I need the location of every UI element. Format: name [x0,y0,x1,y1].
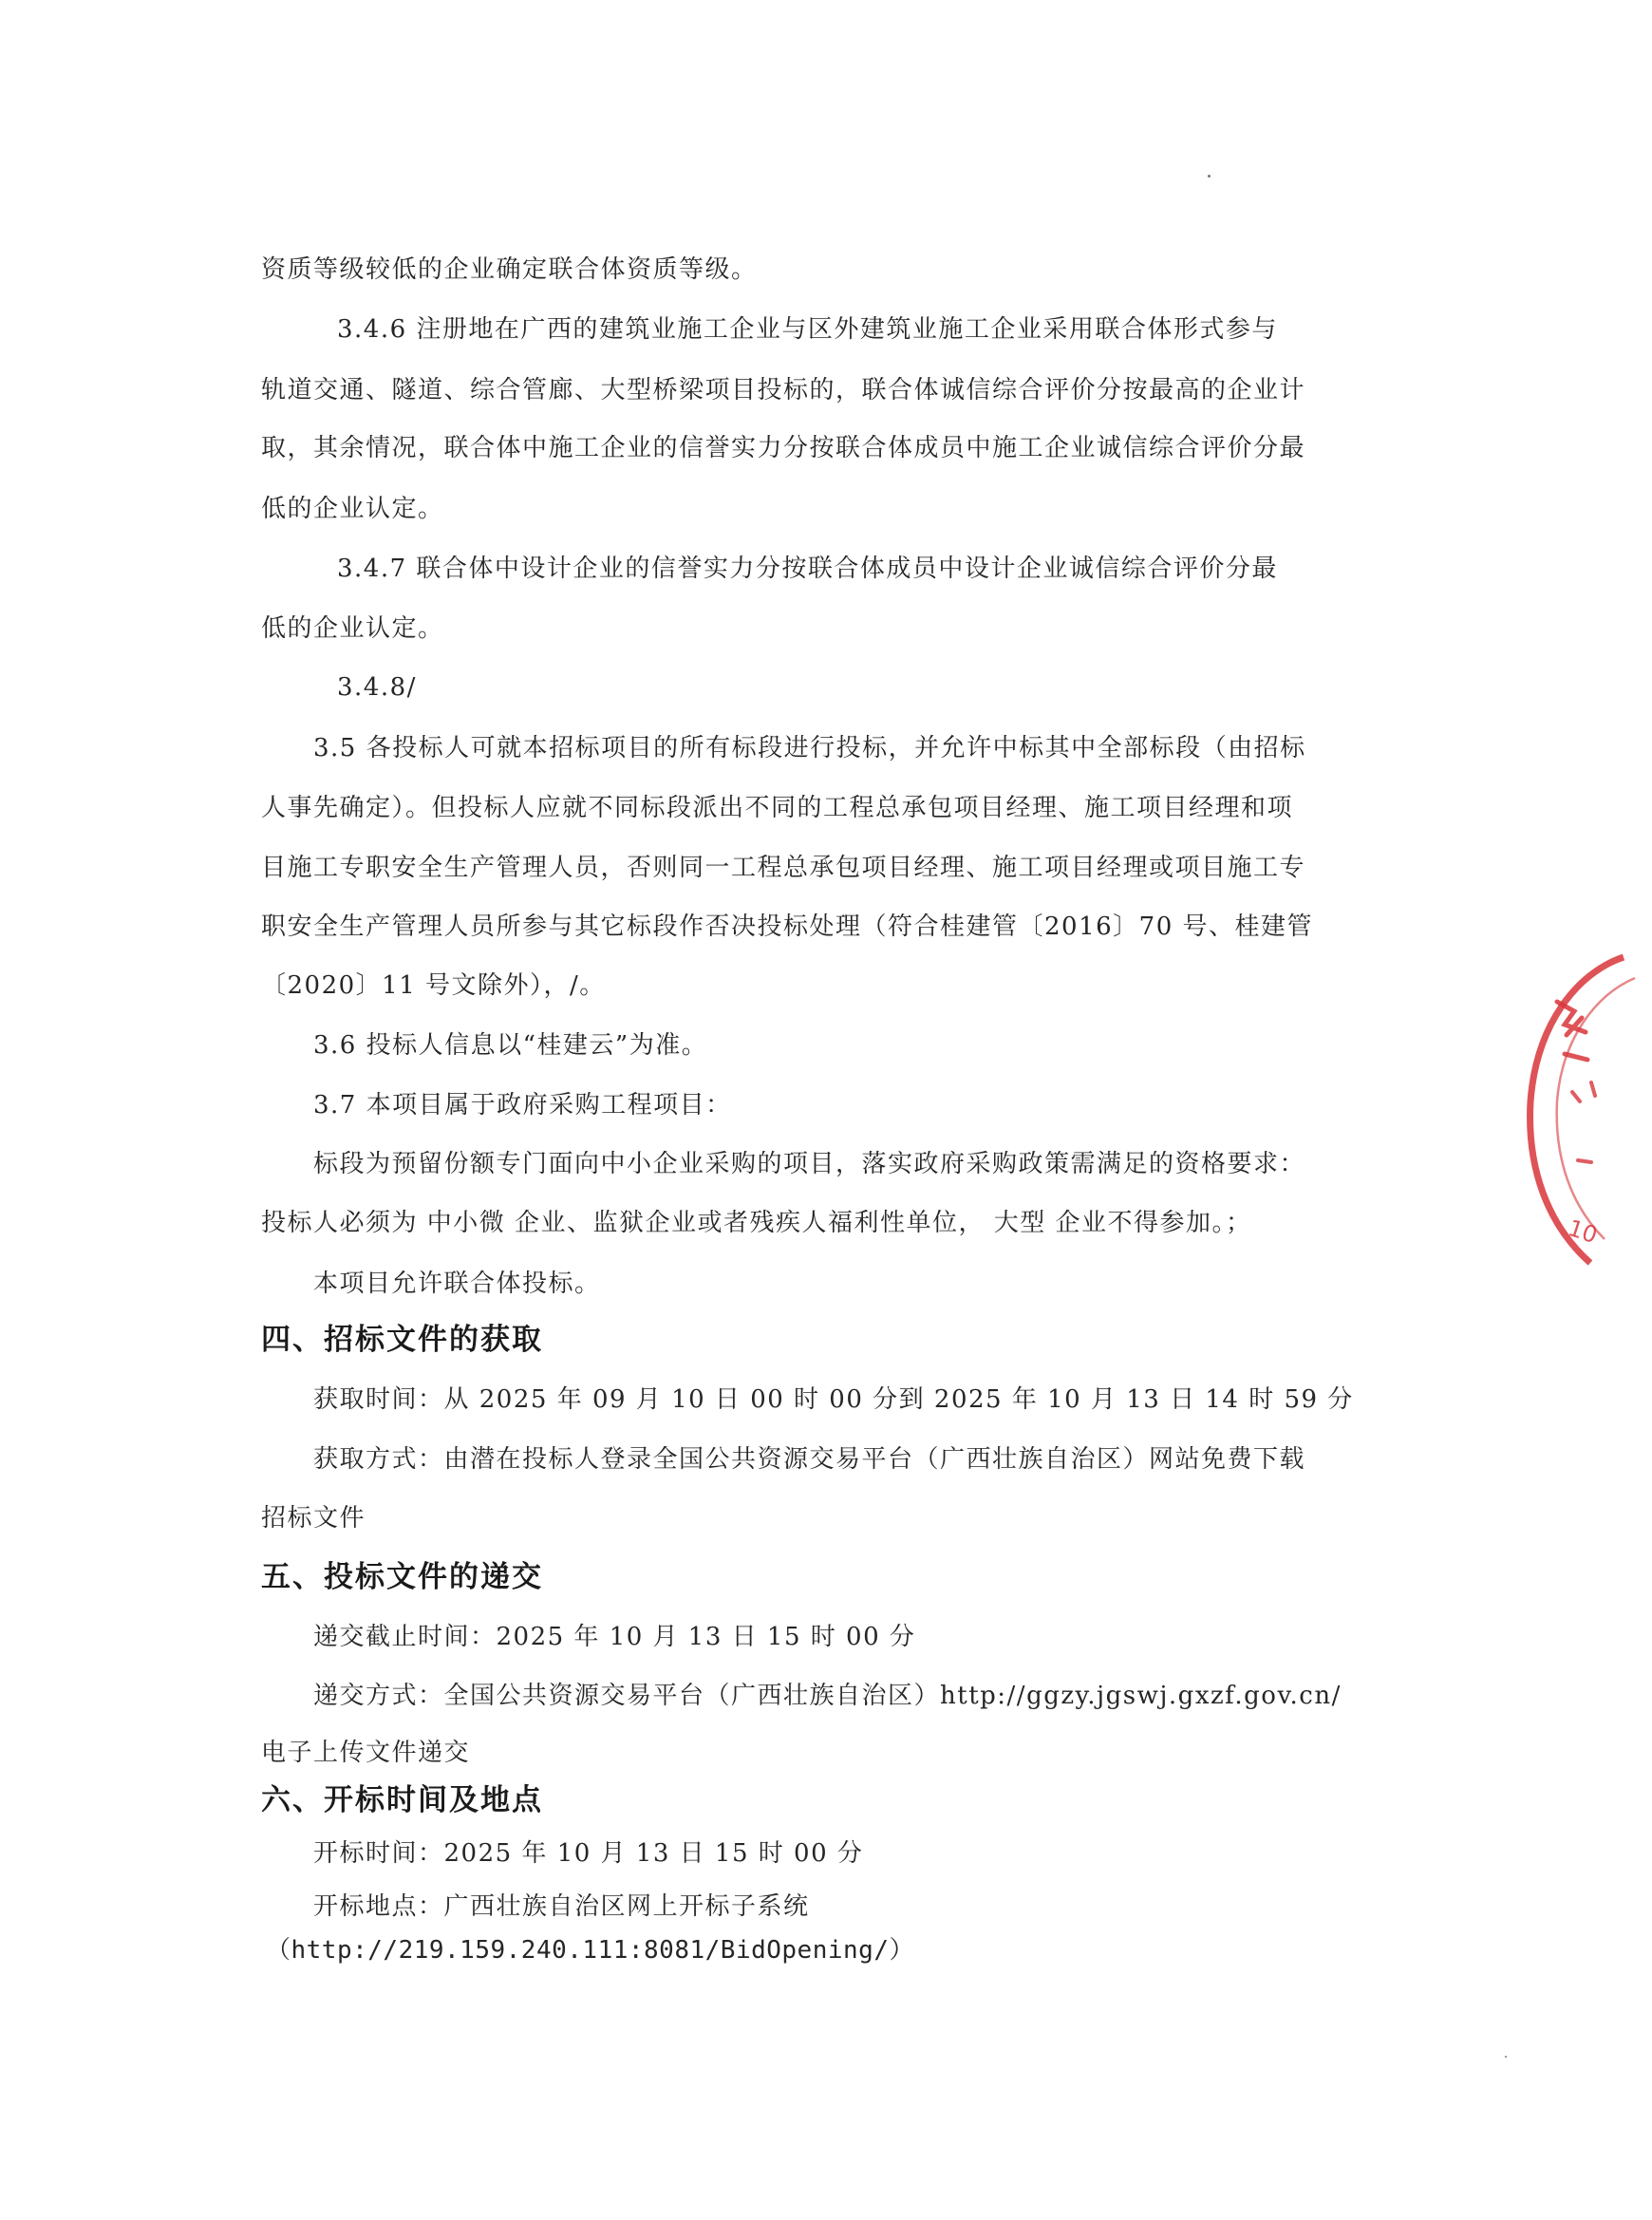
clause-3-4-6-line: 3.4.6 注册地在广西的建筑业施工企业与区外建筑业施工企业采用联合体形式参与 [337,315,1278,344]
official-seal-stamp [1510,950,1652,1272]
clause-3-4-7-line: 3.4.7 联合体中设计企业的信誉实力分按联合体成员中设计企业诚信综合评价分最 [337,555,1278,583]
paragraph-line: 〔2020〕11 号文除外），/。 [261,971,606,1000]
paragraph-line: 资质等级较低的企业确定联合体资质等级。 [261,255,758,284]
submission-deadline: 递交截止时间：2025 年 10 月 13 日 15 时 00 分 [313,1623,916,1651]
paragraph-line: 投标人必须为 中小微 企业、监狱企业或者残疾人福利性单位， 大型 企业不得参加。； [261,1209,1252,1237]
acquisition-time: 获取时间：从 2025 年 09 月 10 日 00 时 00 分到 2025 年 10 月 13 日 14 时 59 分 [313,1385,1354,1414]
paragraph-line: 本项目允许联合体投标。 [313,1270,601,1298]
clause-3-5-line: 3.5 各投标人可就本招标项目的所有标段进行投标，并允许中标其中全部标段（由招标 [313,734,1306,762]
submission-method: 递交方式：全国公共资源交易平台（广西壮族自治区）http://ggzy.jgswj.gxzf.gov.cn/ [313,1682,1342,1710]
paragraph-line: 轨道交通、隧道、综合管廊、大型桥梁项目投标的，联合体诚信综合评价分按最高的企业计 [261,376,1306,404]
opening-url: （http://219.159.240.111:8081/BidOpening/） [266,1936,914,1965]
paragraph-line: 低的企业认定。 [261,495,444,523]
clause-3-7-line: 3.7 本项目属于政府采购工程项目： [313,1091,732,1119]
paragraph-line: 标段为预留份额专门面向中小企业采购的项目，落实政府采购政策需满足的资格要求： [313,1150,1306,1178]
scan-speck [1505,2056,1507,2058]
section-heading-4: 四、招标文件的获取 [261,1323,543,1357]
clause-3-4-8-line: 3.4.8/ [337,673,417,702]
scan-speck [1208,175,1211,178]
opening-time: 开标时间：2025 年 10 月 13 日 15 时 00 分 [313,1839,864,1868]
acquisition-method-cont: 招标文件 [261,1504,366,1533]
paragraph-line: 取，其余情况，联合体中施工企业的信誉实力分按联合体成员中施工企业诚信综合评价分最 [261,434,1306,462]
section-heading-5: 五、投标文件的递交 [261,1560,543,1594]
paragraph-line: 低的企业认定。 [261,614,444,643]
seal-digits: 10 [1565,1214,1601,1250]
opening-place: 开标地点：广西壮族自治区网上开标子系统 [313,1892,810,1921]
submission-method-cont: 电子上传文件递交 [261,1739,471,1767]
paragraph-line: 人事先确定）。但投标人应就不同标段派出不同的工程总承包项目经理、施工项目经理和项 [261,794,1294,822]
acquisition-method: 获取方式：由潜在投标人登录全国公共资源交易平台（广西壮族自治区）网站免费下载 [313,1445,1306,1474]
paragraph-line: 目施工专职安全生产管理人员，否则同一工程总承包项目经理、施工项目经理或项目施工专 [261,854,1306,882]
clause-3-6-line: 3.6 投标人信息以“桂建云”为准。 [313,1031,708,1060]
paragraph-line: 职安全生产管理人员所参与其它标段作否决投标处理（符合桂建管〔2016〕70 号、桂建管 [261,912,1314,941]
section-heading-6: 六、开标时间及地点 [261,1783,543,1817]
